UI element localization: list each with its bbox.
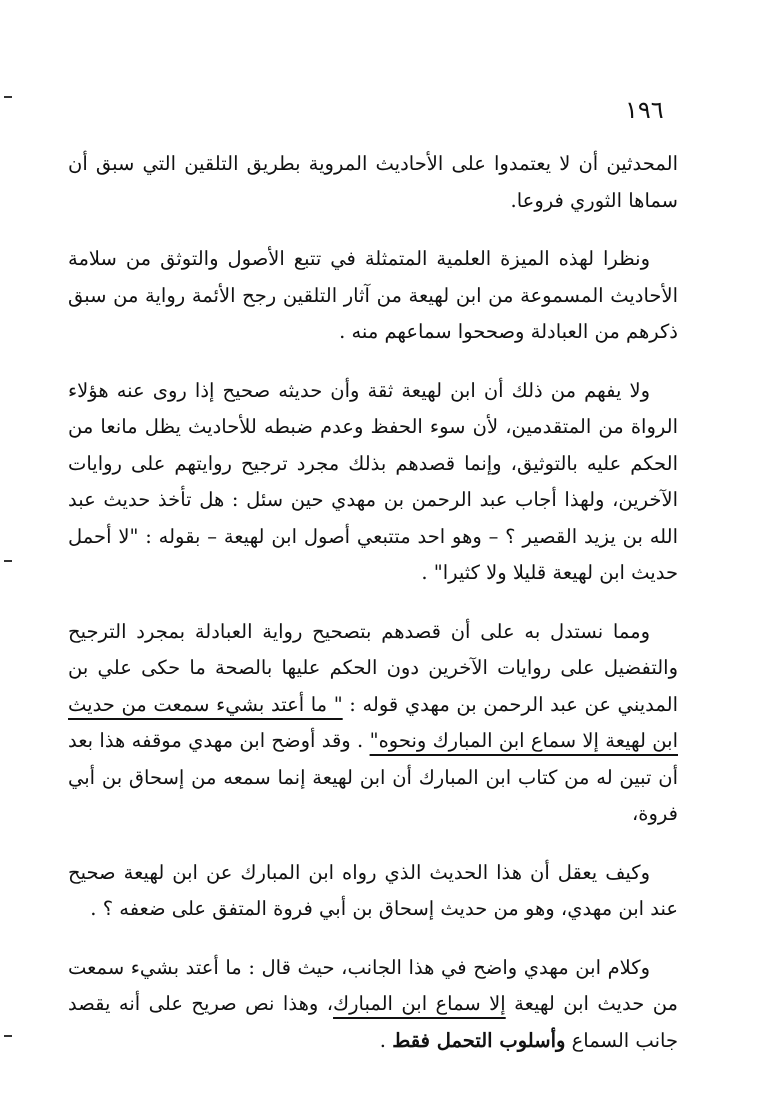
paragraph-1: المحدثين أن لا يعتمدوا على الأحاديث المروية بطريق التلقين التي سبق أن سماها الثوري فروعا. — [68, 152, 678, 212]
paragraph-5: وكيف يعقل أن هذا الحديث الذي رواه ابن المبارك عن ابن لهيعة صحيح عند ابن مهدي، وهو من حديث إسحاق بن أبي فروة المتفق على ضعفه ؟ . — [68, 860, 678, 920]
paragraph-4 — [68, 614, 678, 833]
page-body — [68, 146, 678, 1081]
quoted-statement: " ما أعتد بشيء سمعت من حديث ابن لهيعة إلا سماع ابن المبارك ونحوه" — [68, 692, 678, 752]
paragraph-6-text-end: . — [379, 1028, 393, 1052]
underlined-phrase: إلا سماع ابن المبارك — [333, 992, 506, 1015]
paragraph-4-text-end: . وقد أوضح ابن مهدي موقفه هذا بعد أن تبين له من كتاب ابن المبارك أن ابن لهيعة إنما سمعه من إسحاق بن أبي فروة، — [68, 729, 678, 825]
paragraph-4-text: ومما نستدل به على أن قصدهم بتصحيح رواية العبادلة بمجرد الترجيح والتفضيل على روايات الآخرين دون الحكم عليها بالصحة ما حكى علي بن المديني عن عبد الرحمن بن مهدي قوله : — [68, 619, 678, 716]
paragraph-3: ولا يفهم من ذلك أن ابن لهيعة ثقة وأن حديثه صحيح إذا روى عنه هؤلاء الرواة من المتقدمين، لأن سوء الحفظ وعدم ضبطه للأحاديث يظل مانعا من الحكم عليه بالتوثيق، وإنما قصدهم بذلك مجرد ترجيح روايتهم على روايات الآخرين، ولهذا أجاب عبد الرحمن بن مهدي حين سئل : هل تأخذ حديث عبد الله بن يزيد القصير ؟ – وهو احد متتبعي أصول ابن لهيعة – بقوله : "لا أحمل حديث ابن لهيعة قليلا ولا كثيرا" . — [68, 378, 678, 584]
paragraph-6-text: وكلام ابن مهدي واضح في هذا الجانب، حيث قال : ما أعتد بشيء سمعت من حديث ابن لهيعة — [68, 955, 678, 1015]
paragraph-6 — [68, 950, 678, 1060]
margin-mark — [4, 96, 12, 98]
bold-phrase: وأسلوب التحمل فقط — [392, 1028, 566, 1052]
paragraph-6-text-middle: ، وهذا نص صريح على أنه يقصد جانب السماع — [68, 992, 678, 1052]
margin-mark — [4, 1035, 12, 1037]
margin-mark — [4, 560, 12, 562]
paragraph-2: ونظرا لهذه الميزة العلمية المتمثلة في تتبع الأصول والتوثق من سلامة الأحاديث المسموعة من ابن لهيعة من آثار التلقين رجح الأئمة رواية من سبق ذكرهم من العبادلة وصححوا سماعهم منه . — [68, 247, 678, 343]
page-number: ١٩٦ — [625, 96, 664, 124]
